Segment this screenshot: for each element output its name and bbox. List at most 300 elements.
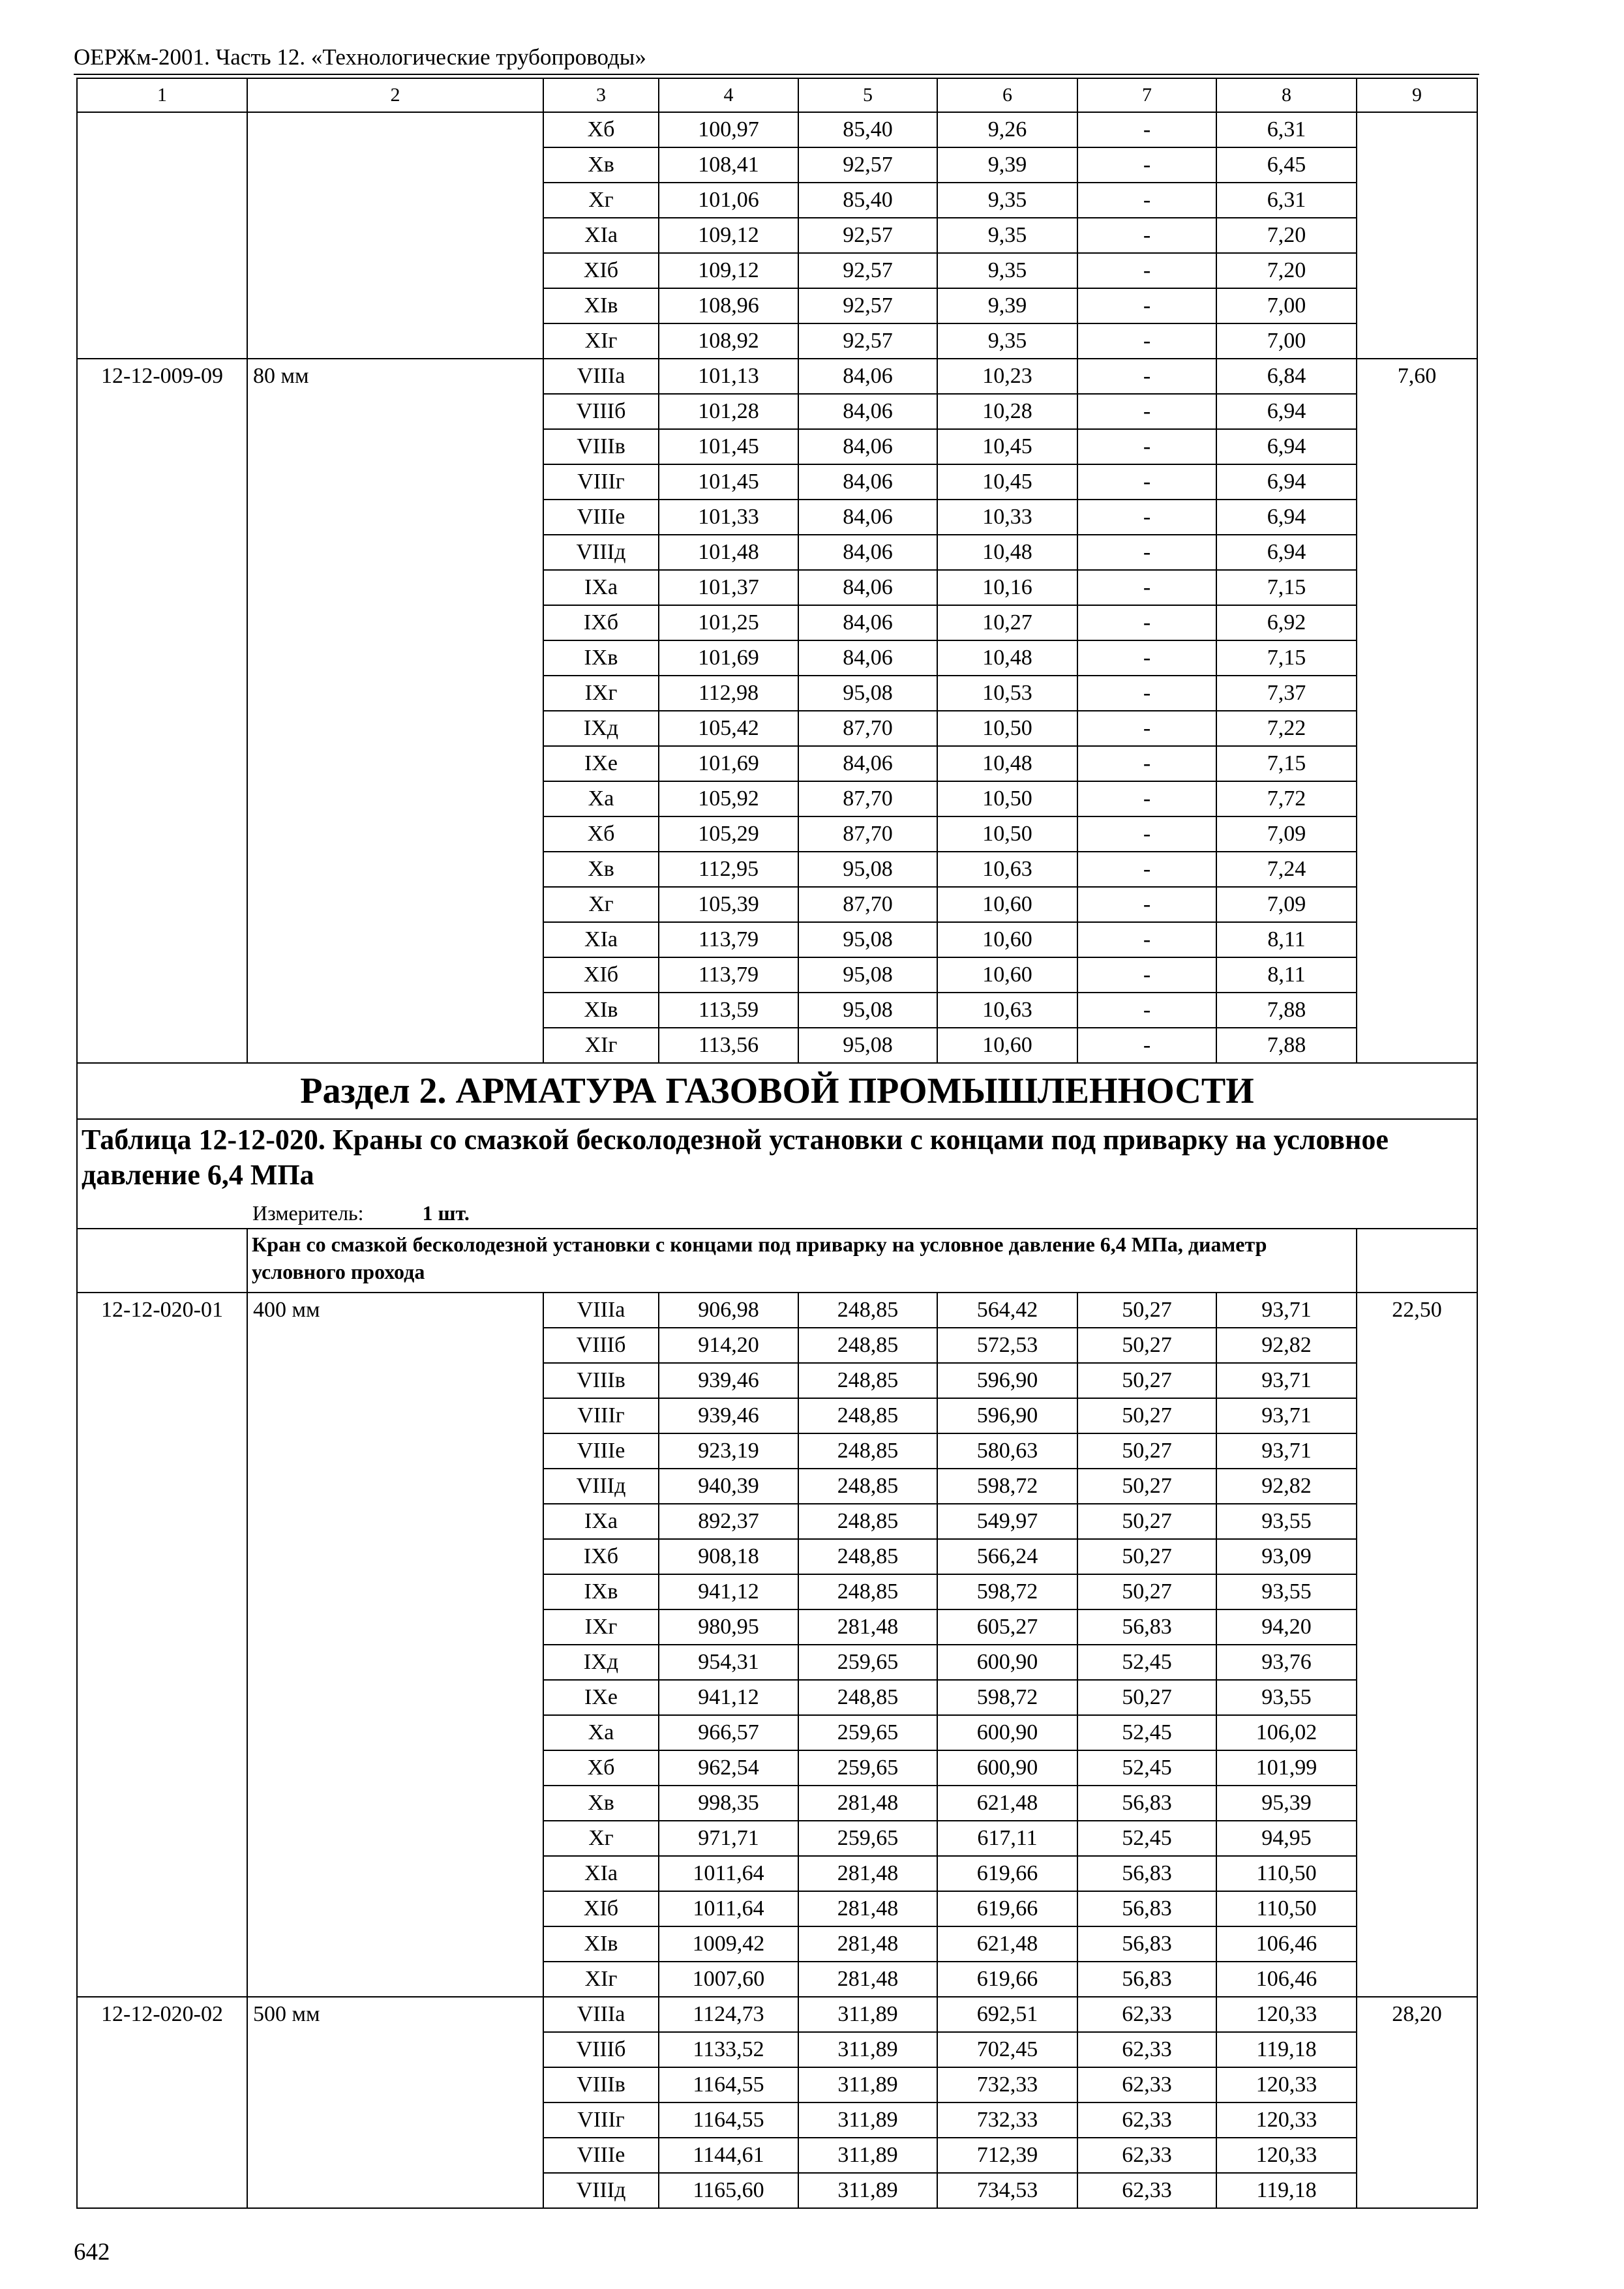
materials-cost-cell: 120,33: [1216, 2102, 1357, 2138]
labor-cost-cell: 248,85: [798, 1539, 937, 1574]
driver-wage-cell: -: [1077, 605, 1216, 640]
materials-cost-cell: 92,82: [1216, 1328, 1357, 1363]
driver-wage-cell: 50,27: [1077, 1328, 1216, 1363]
zone-cell: IXа: [543, 1504, 659, 1539]
materials-cost-cell: 7,22: [1216, 711, 1357, 746]
measure-cell: [77, 1201, 1477, 1229]
driver-wage-cell: -: [1077, 746, 1216, 781]
materials-cost-cell: 106,46: [1216, 1962, 1357, 1997]
page-number: 642: [74, 2239, 110, 2266]
direct-cost-cell: 112,98: [659, 676, 798, 711]
materials-cost-cell: 110,50: [1216, 1856, 1357, 1891]
direct-cost-cell: 941,12: [659, 1574, 798, 1609]
machine-cost-cell: 10,60: [937, 887, 1077, 922]
driver-wage-cell: -: [1077, 1028, 1216, 1063]
driver-wage-cell: 50,27: [1077, 1469, 1216, 1504]
driver-wage-cell: -: [1077, 253, 1216, 288]
machine-cost-cell: 10,33: [937, 500, 1077, 535]
direct-cost-cell: 112,95: [659, 852, 798, 887]
labor-cost-cell: 95,08: [798, 676, 937, 711]
materials-cost-cell: 6,31: [1216, 183, 1357, 218]
zone-cell: Xг: [543, 183, 659, 218]
machine-cost-cell: 10,53: [937, 676, 1077, 711]
section-title: Раздел 2. АРМАТУРА ГАЗОВОЙ ПРОМЫШЛЕННОСТИ: [77, 1063, 1477, 1119]
materials-cost-cell: 120,33: [1216, 2067, 1357, 2102]
labor-cost-cell: 92,57: [798, 147, 937, 183]
direct-cost-cell: 1144,61: [659, 2138, 798, 2173]
direct-cost-cell: 939,46: [659, 1398, 798, 1433]
nominal-diameter: [247, 112, 543, 359]
materials-cost-cell: 6,31: [1216, 112, 1357, 147]
zone-cell: Xб: [543, 1750, 659, 1786]
machine-cost-cell: 572,53: [937, 1328, 1077, 1363]
measure-label: Измеритель:: [252, 1201, 364, 1225]
materials-cost-cell: 93,71: [1216, 1293, 1357, 1328]
labor-cost-cell: 84,06: [798, 535, 937, 570]
labor-norm: [1357, 112, 1477, 359]
labor-cost-cell: 281,48: [798, 1856, 937, 1891]
zone-cell: VIIIв: [543, 2067, 659, 2102]
direct-cost-cell: 1009,42: [659, 1926, 798, 1962]
labor-cost-cell: 92,57: [798, 218, 937, 253]
column-number: 9: [1357, 78, 1477, 112]
labor-cost-cell: 311,89: [798, 1997, 937, 2032]
column-number: 3: [543, 78, 659, 112]
machine-cost-cell: 566,24: [937, 1539, 1077, 1574]
labor-cost-cell: 87,70: [798, 781, 937, 816]
labor-cost-cell: 311,89: [798, 2173, 937, 2208]
labor-cost-cell: 84,06: [798, 429, 937, 464]
driver-wage-cell: 50,27: [1077, 1433, 1216, 1469]
zone-cell: VIIIе: [543, 500, 659, 535]
description-blank: [1357, 1229, 1477, 1293]
zone-cell: VIIIг: [543, 464, 659, 500]
zone-cell: XIв: [543, 1926, 659, 1962]
table-row: [77, 112, 1477, 147]
labor-cost-cell: 95,08: [798, 993, 937, 1028]
labor-cost-cell: 248,85: [798, 1328, 937, 1363]
driver-wage-cell: -: [1077, 887, 1216, 922]
zone-cell: IXе: [543, 746, 659, 781]
labor-cost-cell: 281,48: [798, 1609, 937, 1645]
zone-cell: IXв: [543, 640, 659, 676]
driver-wage-cell: -: [1077, 394, 1216, 429]
zone-cell: XIг: [543, 1028, 659, 1063]
machine-cost-cell: 10,60: [937, 922, 1077, 957]
labor-cost-cell: 248,85: [798, 1680, 937, 1715]
driver-wage-cell: -: [1077, 816, 1216, 852]
materials-cost-cell: 7,20: [1216, 218, 1357, 253]
direct-cost-cell: 966,57: [659, 1715, 798, 1750]
column-number: 5: [798, 78, 937, 112]
zone-cell: IXа: [543, 570, 659, 605]
zone-cell: VIIIб: [543, 2032, 659, 2067]
direct-cost-cell: 914,20: [659, 1328, 798, 1363]
driver-wage-cell: -: [1077, 429, 1216, 464]
driver-wage-cell: -: [1077, 288, 1216, 323]
zone-cell: IXд: [543, 1645, 659, 1680]
labor-cost-cell: 248,85: [798, 1504, 937, 1539]
machine-cost-cell: 10,60: [937, 957, 1077, 993]
driver-wage-cell: 62,33: [1077, 2138, 1216, 2173]
machine-cost-cell: 621,48: [937, 1786, 1077, 1821]
machine-cost-cell: 9,39: [937, 147, 1077, 183]
direct-cost-cell: 906,98: [659, 1293, 798, 1328]
labor-cost-cell: 281,48: [798, 1926, 937, 1962]
machine-cost-cell: 10,63: [937, 993, 1077, 1028]
direct-cost-cell: 954,31: [659, 1645, 798, 1680]
zone-cell: XIб: [543, 957, 659, 993]
materials-cost-cell: 6,94: [1216, 394, 1357, 429]
price-code: 12-12-009-09: [77, 359, 247, 1063]
driver-wage-cell: 50,27: [1077, 1363, 1216, 1398]
machine-cost-cell: 10,45: [937, 429, 1077, 464]
materials-cost-cell: 106,46: [1216, 1926, 1357, 1962]
direct-cost-cell: 105,29: [659, 816, 798, 852]
zone-cell: Xв: [543, 147, 659, 183]
direct-cost-cell: 101,25: [659, 605, 798, 640]
zone-cell: Xв: [543, 852, 659, 887]
machine-cost-cell: 9,35: [937, 218, 1077, 253]
direct-cost-cell: 113,79: [659, 957, 798, 993]
machine-cost-cell: 10,63: [937, 852, 1077, 887]
zone-cell: Xб: [543, 816, 659, 852]
materials-cost-cell: 94,95: [1216, 1821, 1357, 1856]
machine-cost-cell: 9,35: [937, 183, 1077, 218]
direct-cost-cell: 939,46: [659, 1363, 798, 1398]
machine-cost-cell: 732,33: [937, 2102, 1077, 2138]
zone-cell: XIа: [543, 1856, 659, 1891]
driver-wage-cell: 56,83: [1077, 1609, 1216, 1645]
materials-cost-cell: 93,55: [1216, 1574, 1357, 1609]
labor-norm: 22,50: [1357, 1293, 1477, 1997]
zone-cell: VIIIв: [543, 1363, 659, 1398]
direct-cost-cell: 101,69: [659, 746, 798, 781]
direct-cost-cell: 1165,60: [659, 2173, 798, 2208]
machine-cost-cell: 598,72: [937, 1680, 1077, 1715]
machine-cost-cell: 600,90: [937, 1715, 1077, 1750]
materials-cost-cell: 93,71: [1216, 1398, 1357, 1433]
direct-cost-cell: 101,48: [659, 535, 798, 570]
driver-wage-cell: 56,83: [1077, 1926, 1216, 1962]
direct-cost-cell: 108,92: [659, 323, 798, 359]
zone-cell: VIIIа: [543, 1293, 659, 1328]
table-title: Таблица 12-12-020. Краны со смазкой бесколодезной установки с концами под приварку на условное давление 6,4 МПа: [77, 1119, 1477, 1201]
materials-cost-cell: 93,55: [1216, 1504, 1357, 1539]
labor-cost-cell: 84,06: [798, 394, 937, 429]
direct-cost-cell: 998,35: [659, 1786, 798, 1821]
driver-wage-cell: -: [1077, 711, 1216, 746]
materials-cost-cell: 120,33: [1216, 2138, 1357, 2173]
labor-cost-cell: 87,70: [798, 816, 937, 852]
materials-cost-cell: 8,11: [1216, 922, 1357, 957]
driver-wage-cell: 56,83: [1077, 1786, 1216, 1821]
driver-wage-cell: -: [1077, 676, 1216, 711]
direct-cost-cell: 101,69: [659, 640, 798, 676]
machine-cost-cell: 596,90: [937, 1398, 1077, 1433]
driver-wage-cell: 62,33: [1077, 2032, 1216, 2067]
materials-cost-cell: 93,76: [1216, 1645, 1357, 1680]
driver-wage-cell: -: [1077, 464, 1216, 500]
direct-cost-cell: 105,42: [659, 711, 798, 746]
driver-wage-cell: 50,27: [1077, 1398, 1216, 1433]
machine-cost-cell: 9,26: [937, 112, 1077, 147]
labor-cost-cell: 84,06: [798, 464, 937, 500]
materials-cost-cell: 7,15: [1216, 570, 1357, 605]
materials-cost-cell: 106,02: [1216, 1715, 1357, 1750]
zone-cell: XIв: [543, 288, 659, 323]
direct-cost-cell: 1011,64: [659, 1891, 798, 1926]
machine-cost-cell: 734,53: [937, 2173, 1077, 2208]
zone-cell: VIIIг: [543, 1398, 659, 1433]
nominal-diameter: 400 мм: [247, 1293, 543, 1997]
zone-cell: IXб: [543, 1539, 659, 1574]
zone-cell: Xа: [543, 781, 659, 816]
machine-cost-cell: 10,48: [937, 640, 1077, 676]
machine-cost-cell: 600,90: [937, 1750, 1077, 1786]
table-row: [77, 1293, 1477, 1328]
direct-cost-cell: 1133,52: [659, 2032, 798, 2067]
zone-cell: XIа: [543, 218, 659, 253]
direct-cost-cell: 1011,64: [659, 1856, 798, 1891]
column-number: 6: [937, 78, 1077, 112]
materials-cost-cell: 6,94: [1216, 429, 1357, 464]
materials-cost-cell: 7,00: [1216, 323, 1357, 359]
nominal-diameter: 80 мм: [247, 359, 543, 1063]
direct-cost-cell: 100,97: [659, 112, 798, 147]
labor-cost-cell: 84,06: [798, 640, 937, 676]
driver-wage-cell: -: [1077, 359, 1216, 394]
machine-cost-cell: 10,45: [937, 464, 1077, 500]
zone-cell: VIIIа: [543, 1997, 659, 2032]
materials-cost-cell: 7,88: [1216, 993, 1357, 1028]
direct-cost-cell: 980,95: [659, 1609, 798, 1645]
machine-cost-cell: 10,48: [937, 746, 1077, 781]
labor-cost-cell: 248,85: [798, 1398, 937, 1433]
zone-cell: XIг: [543, 323, 659, 359]
materials-cost-cell: 119,18: [1216, 2173, 1357, 2208]
zone-cell: IXг: [543, 1609, 659, 1645]
machine-cost-cell: 10,23: [937, 359, 1077, 394]
description-blank: [77, 1229, 247, 1293]
zone-cell: IXд: [543, 711, 659, 746]
zone-cell: VIIIб: [543, 394, 659, 429]
zone-cell: IXг: [543, 676, 659, 711]
materials-cost-cell: 101,99: [1216, 1750, 1357, 1786]
machine-cost-cell: 549,97: [937, 1504, 1077, 1539]
labor-cost-cell: 281,48: [798, 1786, 937, 1821]
labor-cost-cell: 85,40: [798, 183, 937, 218]
materials-cost-cell: 93,09: [1216, 1539, 1357, 1574]
driver-wage-cell: -: [1077, 957, 1216, 993]
machine-cost-cell: 692,51: [937, 1997, 1077, 2032]
labor-cost-cell: 311,89: [798, 2032, 937, 2067]
machine-cost-cell: 596,90: [937, 1363, 1077, 1398]
direct-cost-cell: 1164,55: [659, 2067, 798, 2102]
materials-cost-cell: 7,24: [1216, 852, 1357, 887]
direct-cost-cell: 109,12: [659, 253, 798, 288]
measure-value: 1 шт.: [422, 1201, 470, 1225]
labor-cost-cell: 281,48: [798, 1962, 937, 1997]
machine-cost-cell: 598,72: [937, 1574, 1077, 1609]
labor-cost-cell: 85,40: [798, 112, 937, 147]
driver-wage-cell: -: [1077, 570, 1216, 605]
direct-cost-cell: 113,59: [659, 993, 798, 1028]
column-number: 1: [77, 78, 247, 112]
driver-wage-cell: -: [1077, 781, 1216, 816]
labor-cost-cell: 95,08: [798, 922, 937, 957]
zone-cell: Xв: [543, 1786, 659, 1821]
driver-wage-cell: -: [1077, 535, 1216, 570]
driver-wage-cell: -: [1077, 323, 1216, 359]
labor-cost-cell: 95,08: [798, 957, 937, 993]
materials-cost-cell: 6,45: [1216, 147, 1357, 183]
labor-cost-cell: 281,48: [798, 1891, 937, 1926]
price-table: [76, 78, 1478, 2209]
section-heading-row: [77, 1063, 1477, 1119]
materials-cost-cell: 93,71: [1216, 1433, 1357, 1469]
direct-cost-cell: 113,56: [659, 1028, 798, 1063]
driver-wage-cell: 52,45: [1077, 1750, 1216, 1786]
machine-cost-cell: 9,39: [937, 288, 1077, 323]
materials-cost-cell: 120,33: [1216, 1997, 1357, 2032]
materials-cost-cell: 6,84: [1216, 359, 1357, 394]
zone-cell: XIв: [543, 993, 659, 1028]
materials-cost-cell: 95,39: [1216, 1786, 1357, 1821]
driver-wage-cell: 50,27: [1077, 1539, 1216, 1574]
labor-cost-cell: 92,57: [798, 253, 937, 288]
direct-cost-cell: 101,45: [659, 429, 798, 464]
machine-cost-cell: 10,50: [937, 781, 1077, 816]
machine-cost-cell: 10,48: [937, 535, 1077, 570]
materials-cost-cell: 6,94: [1216, 535, 1357, 570]
driver-wage-cell: 56,83: [1077, 1856, 1216, 1891]
column-number-row: [77, 78, 1477, 112]
driver-wage-cell: -: [1077, 640, 1216, 676]
labor-cost-cell: 87,70: [798, 711, 937, 746]
driver-wage-cell: 50,27: [1077, 1293, 1216, 1328]
zone-cell: Xг: [543, 1821, 659, 1856]
machine-cost-cell: 621,48: [937, 1926, 1077, 1962]
machine-cost-cell: 10,27: [937, 605, 1077, 640]
driver-wage-cell: -: [1077, 218, 1216, 253]
machine-cost-cell: 10,60: [937, 1028, 1077, 1063]
materials-cost-cell: 92,82: [1216, 1469, 1357, 1504]
materials-cost-cell: 119,18: [1216, 2032, 1357, 2067]
machine-cost-cell: 10,50: [937, 711, 1077, 746]
materials-cost-cell: 7,72: [1216, 781, 1357, 816]
materials-cost-cell: 7,15: [1216, 746, 1357, 781]
driver-wage-cell: 62,33: [1077, 2067, 1216, 2102]
direct-cost-cell: 101,28: [659, 394, 798, 429]
direct-cost-cell: 101,45: [659, 464, 798, 500]
price-code: 12-12-020-02: [77, 1997, 247, 2208]
labor-cost-cell: 248,85: [798, 1293, 937, 1328]
driver-wage-cell: -: [1077, 922, 1216, 957]
labor-cost-cell: 87,70: [798, 887, 937, 922]
machine-cost-cell: 702,45: [937, 2032, 1077, 2067]
price-code: 12-12-020-01: [77, 1293, 247, 1997]
labor-cost-cell: 311,89: [798, 2102, 937, 2138]
direct-cost-cell: 923,19: [659, 1433, 798, 1469]
driver-wage-cell: 62,33: [1077, 2102, 1216, 2138]
materials-cost-cell: 7,20: [1216, 253, 1357, 288]
labor-cost-cell: 259,65: [798, 1715, 937, 1750]
direct-cost-cell: 109,12: [659, 218, 798, 253]
direct-cost-cell: 101,33: [659, 500, 798, 535]
direct-cost-cell: 108,96: [659, 288, 798, 323]
labor-cost-cell: 84,06: [798, 570, 937, 605]
labor-cost-cell: 248,85: [798, 1574, 937, 1609]
labor-cost-cell: 248,85: [798, 1363, 937, 1398]
materials-cost-cell: 93,71: [1216, 1363, 1357, 1398]
driver-wage-cell: -: [1077, 147, 1216, 183]
direct-cost-cell: 941,12: [659, 1680, 798, 1715]
direct-cost-cell: 101,37: [659, 570, 798, 605]
machine-cost-cell: 605,27: [937, 1609, 1077, 1645]
labor-cost-cell: 259,65: [798, 1750, 937, 1786]
labor-cost-cell: 84,06: [798, 359, 937, 394]
zone-cell: Xб: [543, 112, 659, 147]
direct-cost-cell: 101,13: [659, 359, 798, 394]
machine-cost-cell: 619,66: [937, 1962, 1077, 1997]
price-table-body: [77, 78, 1477, 2208]
driver-wage-cell: -: [1077, 183, 1216, 218]
description-row: [77, 1229, 1477, 1293]
machine-cost-cell: 617,11: [937, 1821, 1077, 1856]
column-number: 2: [247, 78, 543, 112]
driver-wage-cell: 56,83: [1077, 1962, 1216, 1997]
zone-cell: XIб: [543, 253, 659, 288]
direct-cost-cell: 113,79: [659, 922, 798, 957]
direct-cost-cell: 1164,55: [659, 2102, 798, 2138]
nominal-diameter: 500 мм: [247, 1997, 543, 2208]
labor-cost-cell: 84,06: [798, 500, 937, 535]
zone-cell: IXе: [543, 1680, 659, 1715]
zone-cell: IXв: [543, 1574, 659, 1609]
price-code: [77, 112, 247, 359]
machine-cost-cell: 10,16: [937, 570, 1077, 605]
driver-wage-cell: 50,27: [1077, 1504, 1216, 1539]
labor-cost-cell: 95,08: [798, 1028, 937, 1063]
zone-cell: VIIIд: [543, 2173, 659, 2208]
zone-cell: VIIIд: [543, 535, 659, 570]
labor-cost-cell: 259,65: [798, 1645, 937, 1680]
labor-cost-cell: 311,89: [798, 2138, 937, 2173]
direct-cost-cell: 1007,60: [659, 1962, 798, 1997]
driver-wage-cell: 56,83: [1077, 1891, 1216, 1926]
materials-cost-cell: 7,15: [1216, 640, 1357, 676]
driver-wage-cell: -: [1077, 500, 1216, 535]
labor-cost-cell: 248,85: [798, 1433, 937, 1469]
zone-cell: VIIIе: [543, 1433, 659, 1469]
column-number: 8: [1216, 78, 1357, 112]
machine-cost-cell: 732,33: [937, 2067, 1077, 2102]
zone-cell: Xа: [543, 1715, 659, 1750]
page-header: ОЕРЖм-2001. Часть 12. «Технологические трубопроводы»: [74, 44, 646, 70]
direct-cost-cell: 940,39: [659, 1469, 798, 1504]
direct-cost-cell: 962,54: [659, 1750, 798, 1786]
driver-wage-cell: 52,45: [1077, 1821, 1216, 1856]
materials-cost-cell: 6,94: [1216, 464, 1357, 500]
machine-cost-cell: 619,66: [937, 1891, 1077, 1926]
labor-norm: 7,60: [1357, 359, 1477, 1063]
direct-cost-cell: 101,06: [659, 183, 798, 218]
machine-cost-cell: 619,66: [937, 1856, 1077, 1891]
direct-cost-cell: 892,37: [659, 1504, 798, 1539]
materials-cost-cell: 94,20: [1216, 1609, 1357, 1645]
driver-wage-cell: 50,27: [1077, 1680, 1216, 1715]
